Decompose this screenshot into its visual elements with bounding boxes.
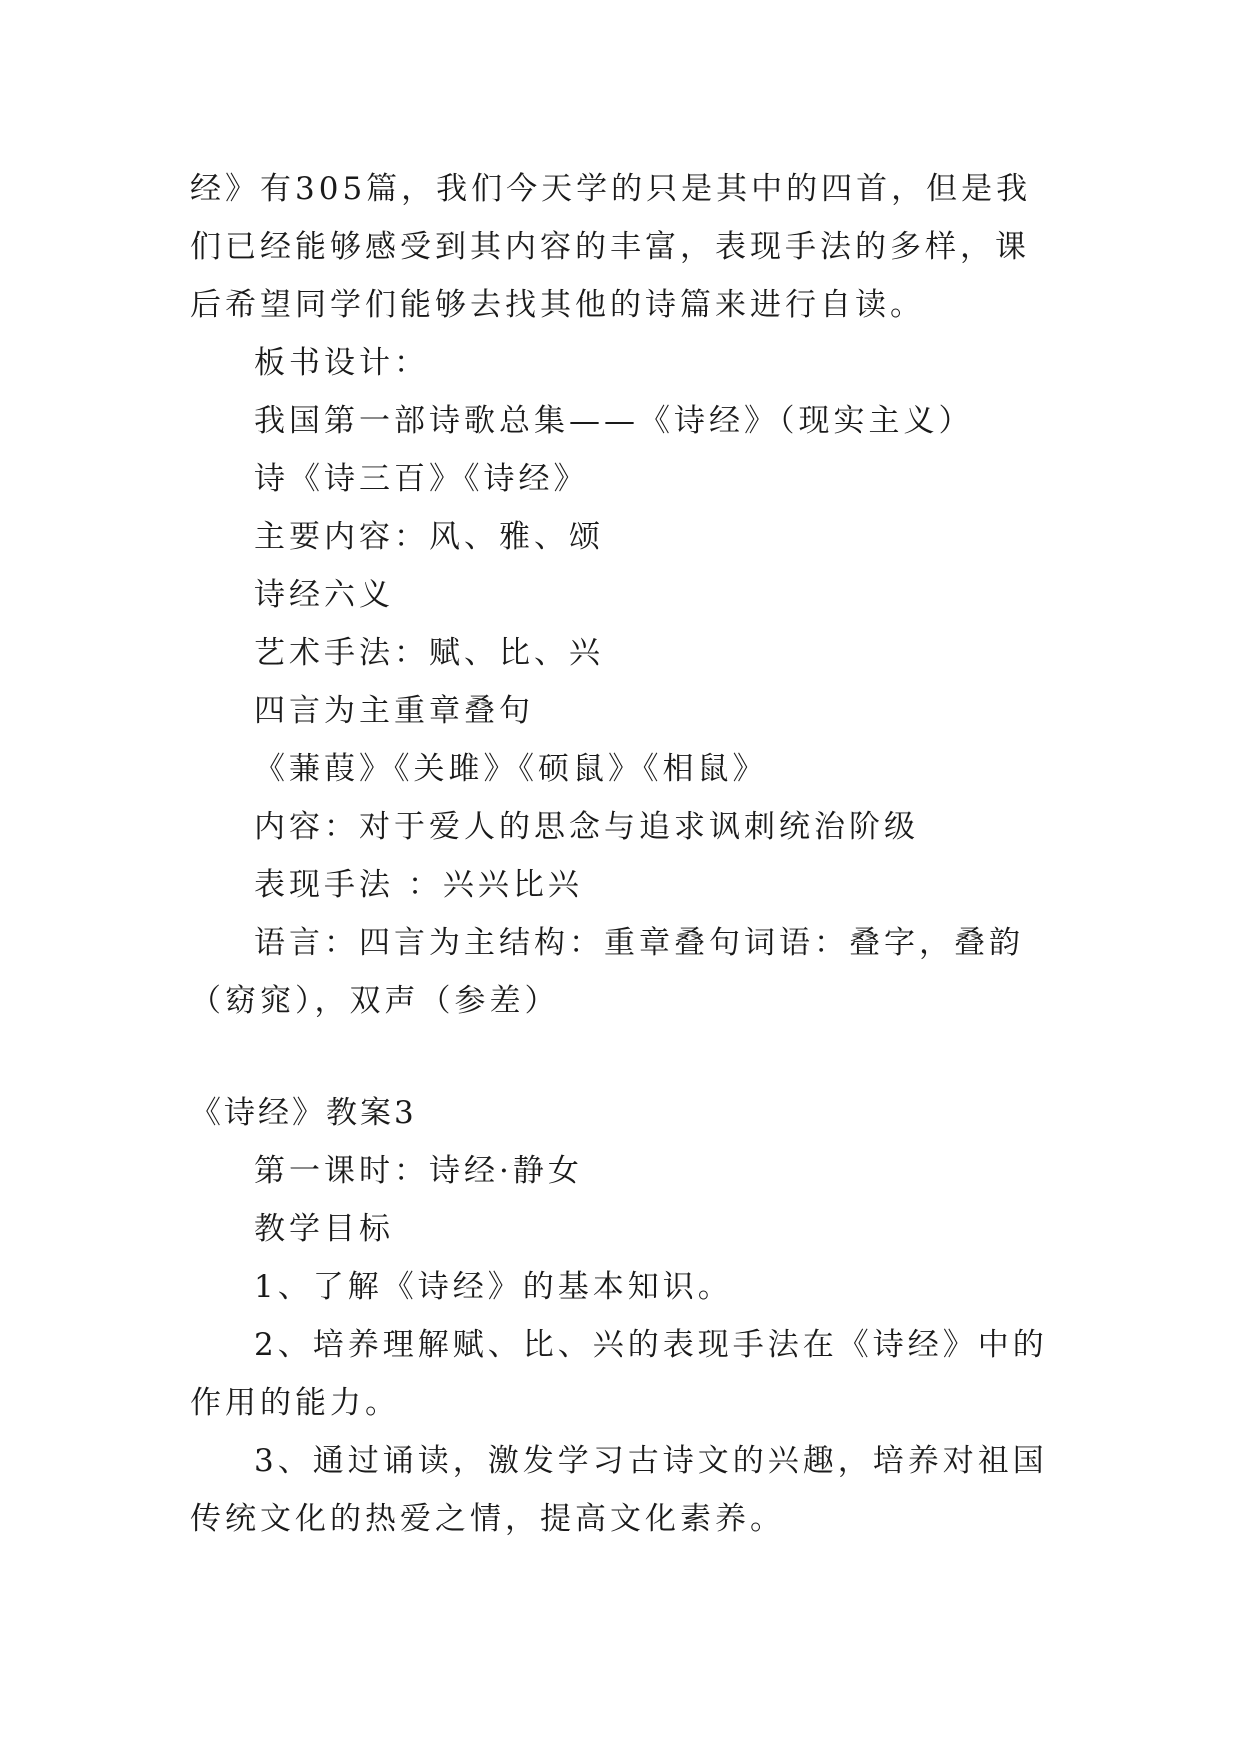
- intro-paragraph: 经》有305篇，我们今天学的只是其中的四首，但是我们已经能够感受到其内容的丰富，表现手法的多样，课后希望同学们能够去找其他的诗篇来进行自读。: [190, 171, 1032, 323]
- board-line-3: 主要内容：风、雅、颂: [254, 519, 604, 555]
- lesson-title: 第一课时：诗经·静女: [254, 1153, 583, 1189]
- board-design-title: 板书设计：: [254, 345, 429, 381]
- board-line-2: 诗《诗三百》《诗经》: [254, 461, 589, 497]
- board-line-8: 内容：对于爱人的思念与追求讽刺统治阶级: [254, 809, 919, 845]
- objective-1: 1、了解《诗经》的基本知识。: [254, 1269, 733, 1305]
- board-language-line: 语言：四言为主结构：重章叠句词语：叠字，叠韵（窈窕），双声（参差）: [190, 925, 1024, 1019]
- board-line-9: 表现手法 ：兴兴比兴: [254, 867, 583, 903]
- board-line-4: 诗经六义: [254, 577, 394, 613]
- objectives-heading: 教学目标: [254, 1211, 394, 1247]
- section-title: 《诗经》教案3: [190, 1095, 417, 1131]
- board-line-6: 四言为主重章叠句: [254, 693, 534, 729]
- board-line-5: 艺术手法：赋、比、兴: [254, 635, 604, 671]
- objective-2: 2、培养理解赋、比、兴的表现手法在《诗经》中的作用的能力。: [190, 1327, 1048, 1421]
- objective-3: 3、通过诵读，激发学习古诗文的兴趣，培养对祖国传统文化的热爱之情，提高文化素养。: [190, 1443, 1048, 1537]
- board-line-7: 《蒹葭》《关雎》《硕鼠》《相鼠》: [254, 751, 768, 787]
- board-line-1: 我国第一部诗歌总集——《诗经》（现实主义）: [254, 403, 974, 439]
